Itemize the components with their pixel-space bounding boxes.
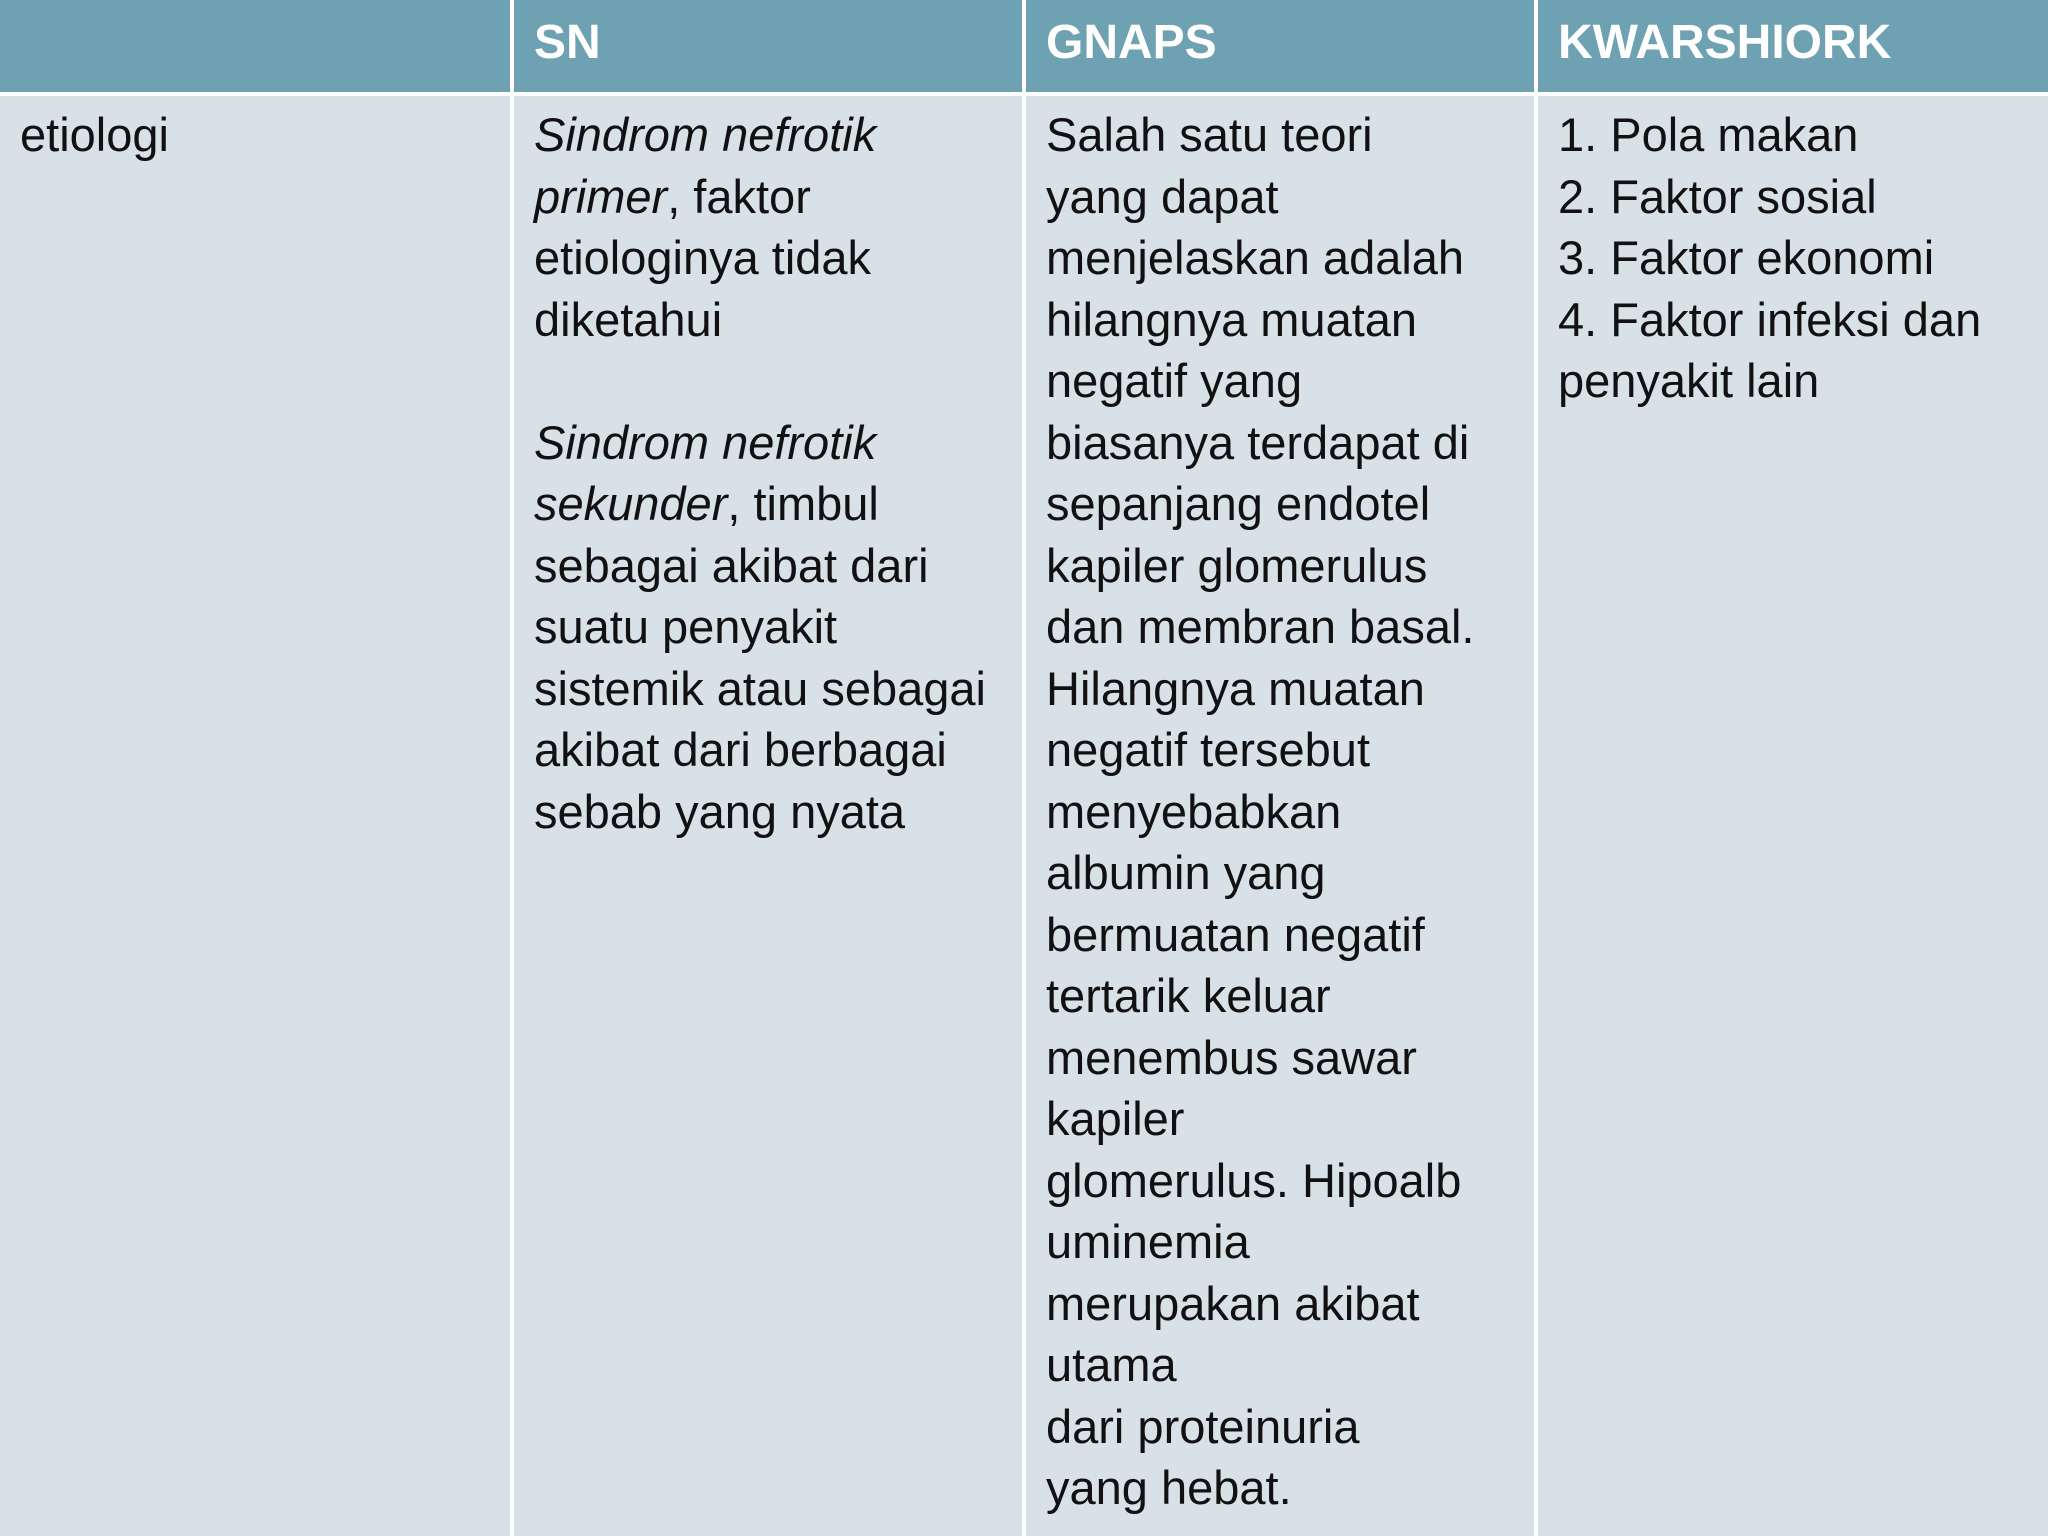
header-cell-gnaps (1026, 0, 1534, 92)
sn-sekunder-text: , timbul sebagai akibat dari suatu penyakit sistemik atau sebagai akibat dari berbagai sebab yang nyata (534, 477, 986, 838)
gnaps-line: negatif tersebut (1046, 723, 1370, 776)
kwashiorkor-list-item: 3. Faktor ekonomi (1558, 231, 1935, 284)
gnaps-line: Salah satu teori (1046, 108, 1373, 161)
header-label-gnaps: GNAPS (1046, 16, 1217, 69)
gnaps-line: yang dapat (1046, 169, 1279, 223)
sn-sekunder-paragraph (534, 412, 1002, 843)
gnaps-line: bermuatan negatif (1046, 907, 1425, 961)
gnaps-cell (1026, 96, 1534, 1536)
header-label-sn: SN (534, 16, 601, 69)
gnaps-line: dan membran basal. (1046, 600, 1475, 653)
row-label-etiologi: etiologi (20, 108, 169, 161)
gnaps-line: yang hebat. (1046, 1461, 1292, 1514)
gnaps-line: menjelaskan adalah (1046, 231, 1465, 284)
gnaps-line: albumin yang (1046, 846, 1326, 899)
paragraph-spacer (534, 350, 1002, 412)
gnaps-line: Hilangnya muatan (1046, 661, 1425, 715)
gnaps-line: kapiler (1046, 1092, 1185, 1145)
sn-primer-term: Sindrom nefrotik primer (534, 108, 877, 223)
gnaps-line: hilangnya muatan (1046, 292, 1418, 346)
sn-primer-paragraph (534, 104, 1002, 350)
kwashiorkor-list-item: 1. Pola makan (1558, 108, 1859, 161)
gnaps-line: kapiler glomerulus (1046, 538, 1428, 592)
header-cell-kwashiorkor (1538, 0, 2048, 92)
kwashiorkor-list-item: 4. Faktor infeksi dan penyakit lain (1558, 292, 1982, 407)
kwashiorkor-cell (1538, 96, 2048, 1536)
kwashiorkor-list-item: 2. Faktor sosial (1558, 169, 1877, 223)
gnaps-line: sepanjang endotel (1046, 477, 1431, 530)
gnaps-line: glomerulus. Hipoalb (1046, 1153, 1462, 1207)
gnaps-line: dari proteinuria (1046, 1399, 1360, 1453)
gnaps-line: menyebabkan (1046, 784, 1342, 838)
gnaps-line: biasanya terdapat di (1046, 415, 1470, 469)
sn-sekunder-term: Sindrom nefrotik sekunder (534, 415, 877, 530)
row-label-cell (0, 96, 510, 1536)
gnaps-line: tertarik keluar (1046, 969, 1331, 1022)
header-label-kwashiorkor: KWARSHIORK (1558, 16, 1892, 69)
gnaps-text (1046, 104, 1514, 1519)
gnaps-line: merupakan akibat (1046, 1276, 1420, 1330)
header-cell-empty (0, 0, 510, 92)
kwashiorkor-list (1558, 104, 2028, 412)
sn-primer-text: , faktor etiologinya tidak diketahui (534, 169, 872, 346)
sn-cell (514, 96, 1022, 1536)
gnaps-line: utama (1046, 1338, 1177, 1391)
gnaps-line: menembus sawar (1046, 1030, 1417, 1084)
gnaps-line: negatif yang (1046, 354, 1303, 407)
gnaps-line: uminemia (1046, 1215, 1250, 1268)
header-cell-sn (514, 0, 1022, 92)
